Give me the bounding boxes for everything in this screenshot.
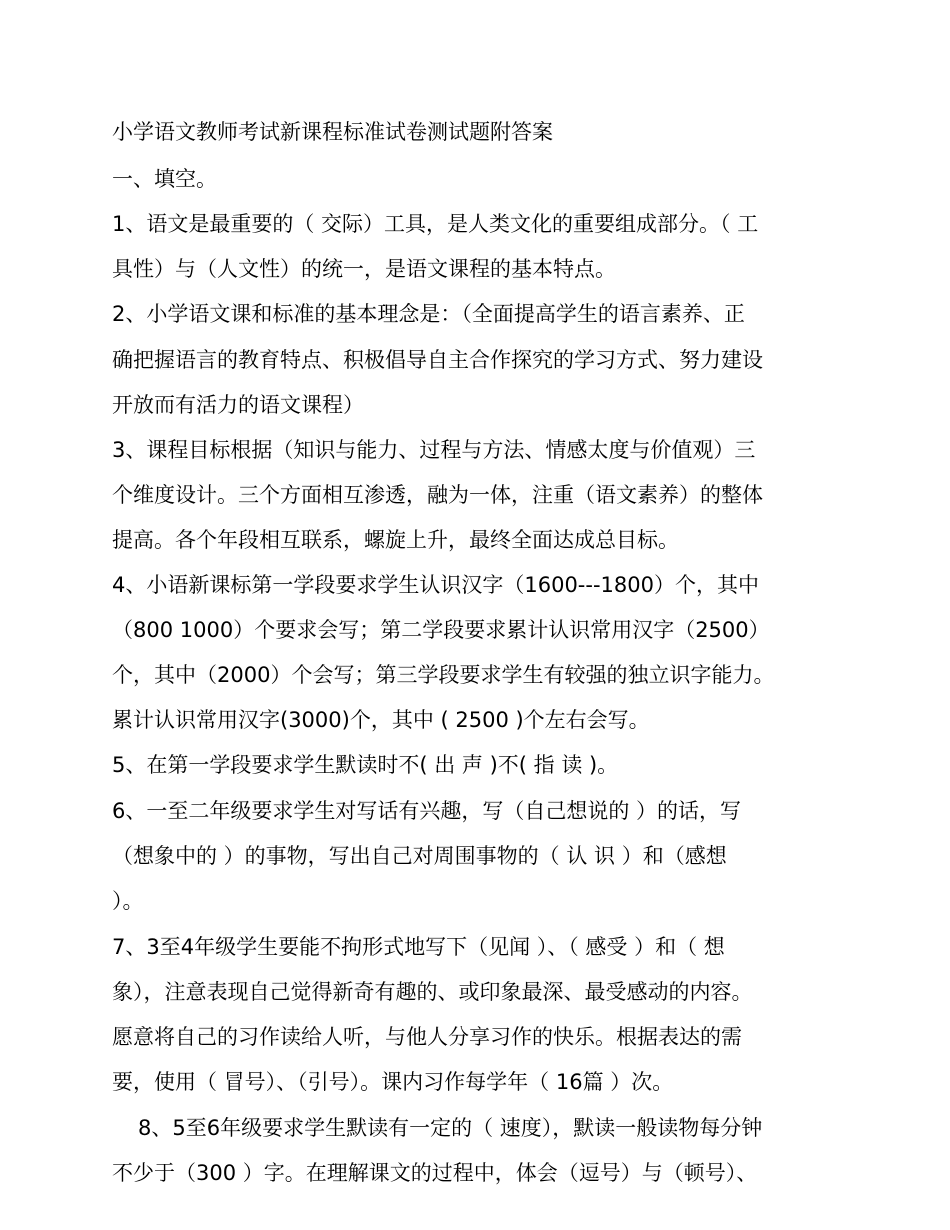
- text-line: 2、小学语文课和标准的基本理念是：（全面提高学生的语言素养、正: [112, 302, 745, 326]
- text-line: 提高。各个年段相互联系，螺旋上升，最终全面达成总目标。: [112, 528, 679, 552]
- document-title: 小学语文教师考试新课程标准试卷测试题附答案: [112, 120, 553, 144]
- section-heading: 一、填空。: [112, 167, 217, 191]
- text-line: 7、3至4年级学生要能不拘形式地写下（见闻 ）、（ 感受 ）和（ 想: [112, 935, 725, 959]
- text-line: 1、语文是最重要的（ 交际）工具，是人类文化的重要组成部分。（ 工: [112, 212, 759, 236]
- text-line: 不少于（300 ）字。在理解课文的过程中，体会（逗号）与（顿号）、: [112, 1161, 758, 1185]
- text-line: 3、课程目标根据（知识与能力、过程与方法、情感太度与价值观）三: [112, 438, 756, 462]
- text-line: 确把握语言的教育特点、积极倡导自主合作探究的学习方式、努力建设: [112, 348, 763, 372]
- text-line: 累计认识常用汉字(3000)个，其中 ( 2500 )个左右会写。: [112, 708, 650, 732]
- text-line: 个，其中（2000）个会写；第三学段要求学生有较强的独立识字能力。: [112, 663, 775, 687]
- text-line: 具性）与（人文性）的统一，是语文课程的基本特点。: [112, 257, 616, 281]
- text-line: （想象中的 ）的事物，写出自己对周围事物的（ 认 识 ）和（感想: [112, 844, 727, 868]
- text-line: 个维度设计。三个方面相互渗透，融为一体，注重（语文素养）的整体: [112, 483, 763, 507]
- text-line: （800 1000）个要求会写；第二学段要求累计认识常用汉字（2500）: [112, 618, 770, 642]
- text-line: ）。: [112, 889, 144, 913]
- text-line: 8、5至6年级要求学生默读有一定的（ 速度），默读一般读物每分钟: [138, 1116, 763, 1140]
- text-line: 开放而有活力的语文课程）: [112, 393, 364, 417]
- text-line: 要，使用（ 冒号）、（引号）。课内习作每学年（ 16篇 ）次。: [112, 1070, 674, 1094]
- text-line: 6、一至二年级要求学生对写话有兴趣，写（自己想说的 ）的话，写: [112, 799, 742, 823]
- text-line: 象），注意表现自己觉得新奇有趣的、或印象最深、最受感动的内容。: [112, 980, 753, 1004]
- text-line: 愿意将自己的习作读给人听，与他人分享习作的快乐。根据表达的需: [112, 1025, 742, 1049]
- text-line: 4、小语新课标第一学段要求学生认识汉字（1600---1800）个，其中: [112, 573, 759, 597]
- text-line: 5、在第一学段要求学生默读时不( 出 声 )不( 指 读 )。: [112, 753, 619, 777]
